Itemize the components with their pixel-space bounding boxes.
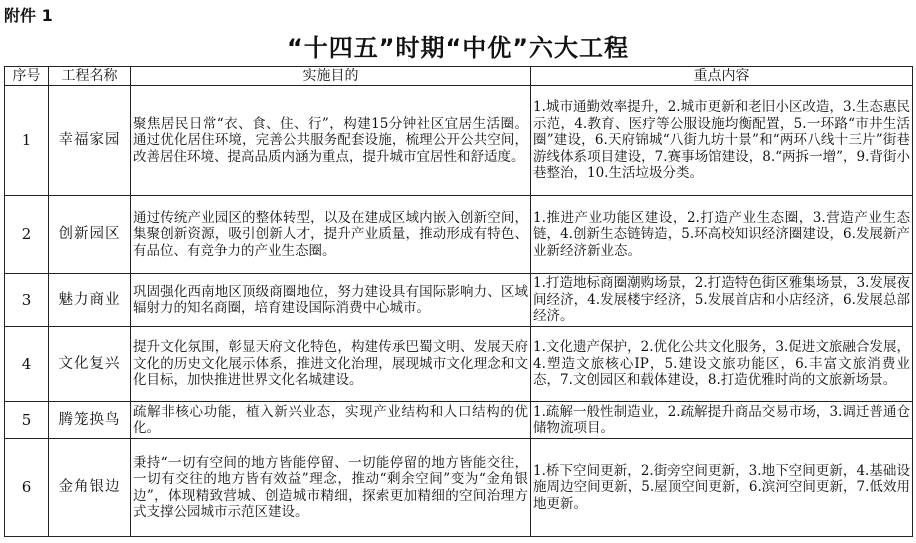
table-row	[5, 196, 913, 274]
row-key-content: 1.推进产业功能区建设，2.打造产业生态圈，3.营造产业生态链，4.创新生态链铸造，5.环高校知识经济圈建设，6.发展新产业新经济新业态。	[531, 196, 913, 274]
row-purpose: 秉持“一切有空间的地方皆能停留、一切能停留的地方皆能交往，一切有交往的地方皆有效益”理念，推动“剩余空间”变为“金角银边”，体现精致营城、创造城市精细，探索更加精细的空间治理方式支撑公园城市示范区建设。	[131, 439, 531, 537]
table-header-row	[5, 67, 913, 86]
row-index: 3	[5, 274, 49, 327]
row-index: 2	[5, 196, 49, 274]
row-key-content: 1.城市通勤效率提升，2.城市更新和老旧小区改造，3.生态惠民示范，4.教育、医疗等公服设施均衡配置，5.一环路“市井生活圈”建设，6.天府锦城“八街九坊十景”和“两环八线十三片”街巷游线体系项目建设，7.赛事场馆建设，8.“两拆一增”，9.背街小巷整治，10.生活垃圾分类。	[531, 86, 913, 196]
attachment-label: 附件 1	[4, 6, 53, 25]
row-project-name: 金角银边	[49, 439, 131, 537]
table-row	[5, 402, 913, 439]
header-purpose: 实施目的	[131, 67, 531, 86]
row-project-name: 幸福家园	[49, 86, 131, 196]
row-key-content: 1.打造地标商圈潮购场景，2.打造特色街区雅集场景，3.发展夜间经济，4.发展楼宇经济，5.发展首店和小店经济，6.发展总部经济。	[531, 274, 913, 327]
table-row	[5, 274, 913, 327]
header-index: 序号	[5, 67, 49, 86]
table-row	[5, 439, 913, 537]
row-project-name: 文化复兴	[49, 327, 131, 402]
row-project-name: 创新园区	[49, 196, 131, 274]
row-purpose: 聚焦居民日常“衣、食、住、行”，构建15分钟社区宜居生活圈。通过优化居住环境，完善公共服务配套设施，梳理公开公共空间，改善居住环境、提高品质内涵为重点，提升城市宜居性和舒适度。	[131, 86, 531, 196]
row-project-name: 魅力商业	[49, 274, 131, 327]
row-purpose: 通过传统产业园区的整体转型，以及在建成区域内嵌入创新空间，集聚创新资源，吸引创新人才，提升产业质量，推动形成有特色、有品位、有竞争力的产业生态圈。	[131, 196, 531, 274]
row-purpose: 巩固强化西南地区顶级商圈地位，努力建设具有国际影响力、区域辐射力的知名商圈，培育建设国际消费中心城市。	[131, 274, 531, 327]
row-key-content: 1.桥下空间更新，2.街旁空间更新，3.地下空间更新，4.基础设施周边空间更新，5.屋顶空间更新，6.滨河空间更新，7.低效用地更新。	[531, 439, 913, 537]
row-key-content: 1.文化遗产保护，2.优化公共文化服务，3.促进文旅融合发展，4.塑造文旅核心IP，5.建设文旅功能区，6.丰富文旅消费业态，7.文创园区和载体建设，8.打造优雅时尚的文旅新场景。	[531, 327, 913, 402]
header-project-name: 工程名称	[49, 67, 131, 86]
table-row	[5, 86, 913, 196]
row-project-name: 腾笼换鸟	[49, 402, 131, 439]
row-index: 4	[5, 327, 49, 402]
row-index: 6	[5, 439, 49, 537]
row-index: 5	[5, 402, 49, 439]
table-row	[5, 327, 913, 402]
row-key-content: 1.疏解一般性制造业，2.疏解提升商品交易市场，3.调迁普通仓储物流项目。	[531, 402, 913, 439]
row-purpose: 提升文化氛围，彰显天府文化特色，构建传承巴蜀文明、发展天府文化的历史文化展示体系，推进文化治理，展现城市文化理念和文化目标，加快推进世界文化名城建设。	[131, 327, 531, 402]
row-index: 1	[5, 86, 49, 196]
document-title: “十四五”时期“中优”六大工程	[286, 34, 630, 62]
row-purpose: 疏解非核心功能，植入新兴业态，实现产业结构和人口结构的优化。	[131, 402, 531, 439]
projects-table	[4, 66, 913, 537]
header-key-content: 重点内容	[531, 67, 913, 86]
